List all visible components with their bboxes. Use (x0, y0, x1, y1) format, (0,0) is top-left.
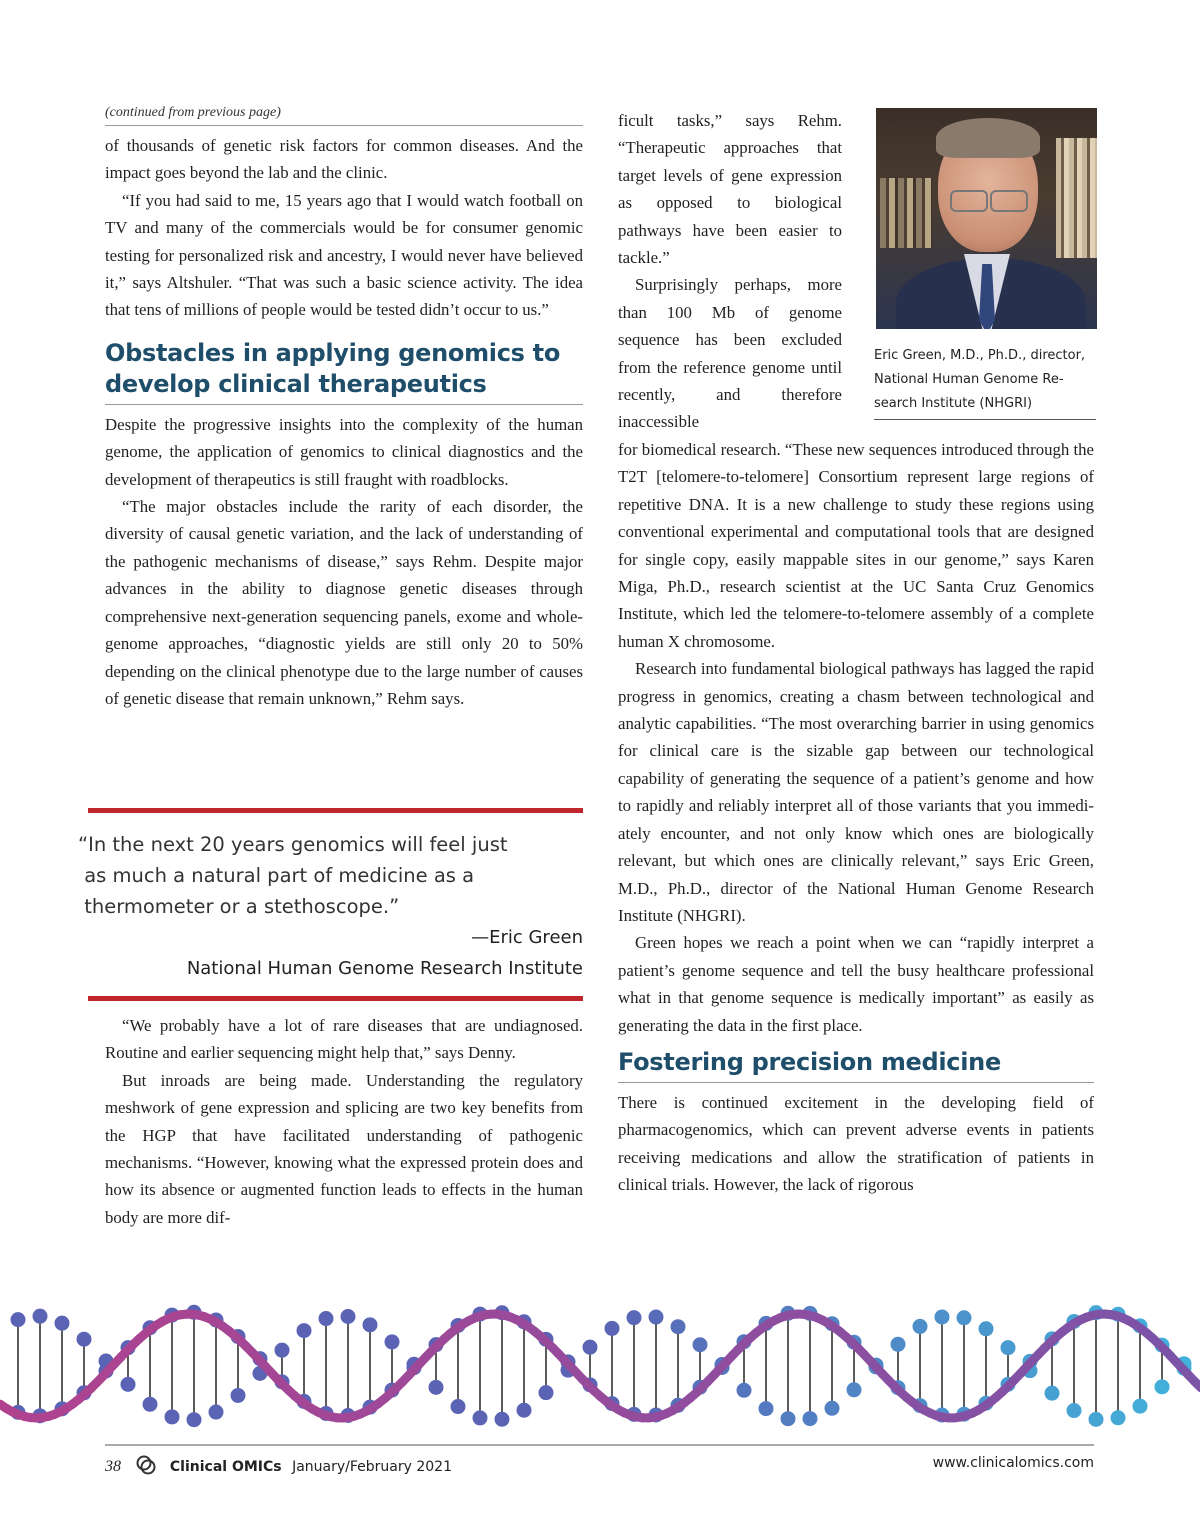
issue-date: January/February 2021 (292, 1459, 452, 1475)
dna-base-dot (121, 1377, 136, 1392)
dna-base-dot (583, 1340, 598, 1355)
right-column-narrow (618, 107, 842, 436)
dna-base-dot (33, 1309, 48, 1324)
dna-base-dot (341, 1309, 356, 1324)
pull-quote-author: —Eric Green (471, 927, 583, 948)
dna-base-dot (187, 1412, 202, 1427)
dna-base-dot (957, 1310, 972, 1325)
body-paragraph: “We probably have a lot of rare diseases that are undiagnosed. Routine and earlier sequencing might help that,” says Denny. (105, 1016, 583, 1063)
body-paragraph: But inroads are being made. Understanding the regulatory meshwork of gene expression and splicing are two key benefits from the HGP that have facilitated understanding of pathogenic mechanisms. “However, knowing what the expressed protein does and how its absence or augmented function leads to effects in the human body are more dif- (105, 1070, 583, 1227)
left-column-lower (105, 1012, 583, 1231)
body-paragraph: ficult tasks,” says Rehm. “Therapeutic approaches that target levels of gene expression as opposed to biological pathways have been easier to tackle.” (618, 111, 842, 268)
dna-base-dot (759, 1401, 774, 1416)
pull-quote-bottom-rule (88, 996, 583, 1001)
dna-base-dot (473, 1410, 488, 1425)
dna-base-dot (297, 1323, 312, 1338)
caption-line: Eric Green, M.D., Ph.D., director, (874, 348, 1086, 363)
body-paragraph: “The major obstacles include the rarity of each disorder, the diversity of causal genetic variation, and the lack of understanding of the pathogenic mechanisms of disease,” says Rehm. Despite major advances in the ability to diagnose genetic diseases through comprehensive next-generation sequencing panels, exome and whole-genome approaches, “diagnostic yields are still only 20 to 50% depending on the clinical phenotype due to the large number of causes of genetic disease that remain unknown,” Rehm says. (105, 497, 583, 708)
page-number: 38 (105, 1458, 121, 1475)
dna-base-dot (517, 1403, 532, 1418)
body-paragraph: There is continued excitement in the developing field of pharmacogenomics, which can prevent adverse events in patients receiving medications and allow the stratification of patients in clinical trials. However, the lack of rigorous (618, 1092, 1094, 1195)
hair (936, 118, 1040, 158)
dna-base-dot (1089, 1412, 1104, 1427)
quote-line: as much a natural part of medicine as a (84, 864, 475, 887)
dna-base-dot (979, 1321, 994, 1336)
dna-base-dot (605, 1321, 620, 1336)
right-column (618, 436, 1094, 1199)
pull-quote-text (78, 829, 508, 922)
body-paragraph: Research into fundamental biological pathways has lagged the rapid progress in genomics, creating a chasm between technological and analytic capabilities. “The most overarching barrier in using genomics for clinical care is the sizable gap between our technological capability of generating the sequence of a patient’s genome and how to rapidly and reliably interpret all of those variants that you immediately encounter, and not only know which ones are biologically relevant, but which ones are clinically relevant,” says Eric Green, M.D., Ph.D., director of the National Human Genome Research Institute (NHGRI). (618, 659, 1094, 925)
photo-caption (874, 344, 1096, 420)
brand-name: Clinical OMICs (169, 1459, 282, 1475)
heading-line: Obstacles in applying genomics to (105, 338, 561, 367)
website-url[interactable]: www.clinicalomics.com (932, 1455, 1094, 1471)
body-paragraph: for biomedical research. “These new sequences introduced through the T2T [telomere-to-telomere] Consortium represent large regions of repetitive DNA. It is a new challenge to study these regions using conventional experimental and computational tools that are designed for single copy, easily mappable sites in our genome,” says Karen Miga, Ph.D., research scientist at the UC Santa Cruz Genomics Institute, which led the telomere-to-telomere assembly of a complete human X chromosome. (618, 440, 1094, 651)
portrait-photo (876, 108, 1097, 329)
dna-base-dot (627, 1310, 642, 1325)
pull-quote (78, 808, 583, 1001)
body-paragraph: Green hopes we reach a point when we can “rapidly interpret a patient’s genome sequence and tell the busy healthcare professional what in that genome sequence is medically important” as easily as generating the data in the first place. (618, 933, 1094, 1035)
dna-base-dot (1001, 1340, 1016, 1355)
dna-base-dot (1133, 1399, 1148, 1414)
dna-base-dot (209, 1405, 224, 1420)
dna-base-dot (649, 1310, 664, 1325)
dna-base-dot (539, 1385, 554, 1400)
dna-base-dot (1067, 1403, 1082, 1418)
dna-base-dot (803, 1411, 818, 1426)
dna-base-dot (363, 1317, 378, 1332)
section-heading-obstacles (105, 338, 583, 405)
bookshelf (1056, 138, 1097, 258)
glasses-lens (990, 190, 1028, 212)
bookshelf (880, 178, 932, 248)
dna-base-dot (143, 1397, 158, 1412)
left-column (105, 103, 583, 712)
dna-base-dot (55, 1316, 70, 1331)
body-paragraph: “If you had said to me, 15 years ago that I would watch football on TV and many of the commercials would be for consumer genomic testing for personalized risk and ancestry, I would never have believed it,” says Altshuler. “That was such a basic science activity. The idea that tens of millions of people would be tested didn’t occur to us.” (105, 190, 583, 320)
dna-base-dot (737, 1383, 752, 1398)
dna-base-dot (847, 1382, 862, 1397)
dna-strand-segment (1194, 1381, 1200, 1388)
dna-base-dot (693, 1337, 708, 1352)
dna-base-dot (1045, 1386, 1060, 1401)
dna-base-dot (495, 1412, 510, 1427)
dna-base-dot (891, 1337, 906, 1352)
dna-base-dot (913, 1319, 928, 1334)
dna-base-dot (275, 1343, 290, 1358)
continued-note: (continued from previous page) (105, 103, 583, 126)
body-paragraph: of thousands of genetic risk factors for common diseases. And the impact goes beyond the lab and the clinic. (105, 136, 583, 183)
caption-line: search Institute (NHGRI) (874, 395, 1033, 411)
dna-base-dot (231, 1388, 246, 1403)
dna-base-dot (935, 1309, 950, 1324)
dna-base-dot (781, 1411, 796, 1426)
dna-base-dot (825, 1401, 840, 1416)
body-paragraph: Surprisingly perhaps, more than 100 Mb of genome sequence has been excluded from the reference genome until recently, and therefore inaccessible (618, 275, 842, 432)
pull-quote-org: National Human Genome Research Institute (186, 958, 583, 979)
dna-base-dot (385, 1334, 400, 1349)
dna-base-dot (319, 1311, 334, 1326)
dna-base-dot (451, 1399, 466, 1414)
page-footer (105, 1444, 1094, 1478)
dna-base-dot (671, 1319, 686, 1334)
quote-line: “In the next 20 years genomics will feel just (78, 833, 508, 856)
dna-base-dot (11, 1312, 26, 1327)
body-paragraph: Despite the progressive insights into the complexity of the human genome, the application of genomics to clinical diagnostics and the development of therapeutics is still fraught with roadblocks. (105, 414, 583, 489)
pull-quote-top-rule (88, 808, 583, 813)
dna-base-dot (1111, 1410, 1126, 1425)
dna-base-dot (165, 1409, 180, 1424)
heading-line: develop clinical therapeutics (105, 369, 487, 398)
caption-line: National Human Genome Re- (874, 371, 1064, 387)
glasses-lens (950, 190, 988, 212)
quote-line: thermometer or a stethoscope.” (84, 895, 400, 918)
clinical-omics-logo-icon (135, 1454, 157, 1480)
dna-base-dot (1155, 1379, 1170, 1394)
dna-helix-illustration (0, 1288, 1200, 1448)
dna-base-dot (429, 1380, 444, 1395)
dna-base-dot (77, 1332, 92, 1347)
section-heading-precision: Fostering precision medicine (618, 1047, 1094, 1083)
